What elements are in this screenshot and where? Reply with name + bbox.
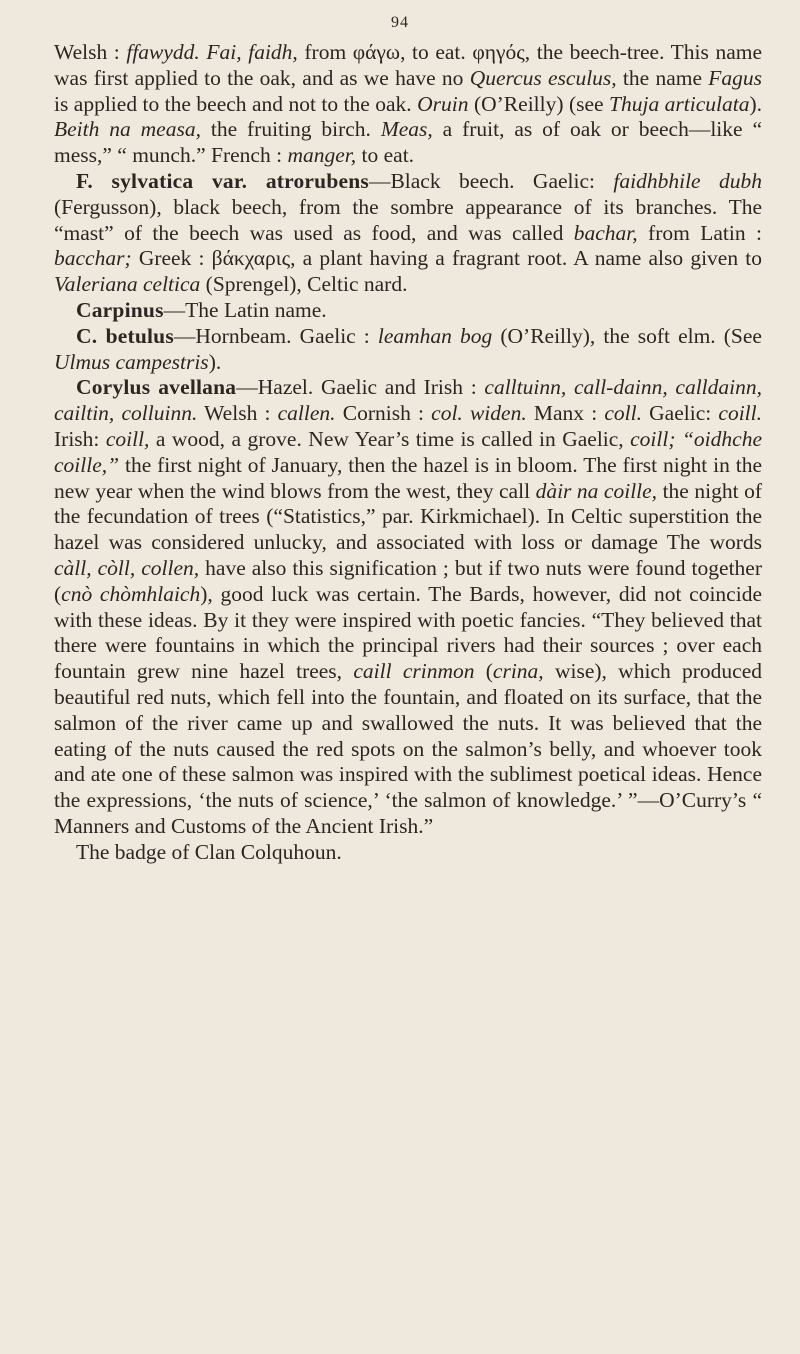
paragraph-corylus-avellana: Corylus avellana—Hazel. Gaelic and Irish : calltuinn, call-dainn, calldainn, cailtin, colluinn. Welsh : callen. Cornish : col. widen. Manx : coll. Gaelic: coill. Irish: coill, a wood, a grove. New Year’s time is called in Gaelic, coill; “oidhche coille,” the first night of January, then the hazel is in bloom. The first night in the new year when the wind blows from the west, they call dàir na coille, the night of the fecundation of trees (“Statistics,” par. Kirkmichael). In Celtic superstition the hazel was considered unlucky, and associated with loss or damage The words càll, còll, collen, have also this signification ; but if two nuts were found together (cnò chòmhlaich), good luck was certain. The Bards, however, did not coincide with these ideas. By it they were inspired with poetic fancies. “They believed that there were fountains in which the principal rivers had their sources ; over each fountain grew nine hazel trees, caill crinmon (crina, wise), which produced beautiful red nuts, which fell into the fountain, and floated on its surface, that the salmon of the river came up and swallowed the nuts. It was believed that the eating of the nuts caused the red spots on the salmon’s belly, and whoever took and ate one of these salmon was inspired with the sublimest poetical ideas. Hence the expressions, ‘the nuts of science,’ ‘the salmon of knowledge.’ ”—O’Curry’s “ Manners and Customs of the Ancient Irish.” — [54, 375, 763, 838]
paragraph-carpinus: Carpinus—The Latin name. — [76, 297, 327, 322]
paragraph-clan-badge: The badge of Clan Colquhoun. — [76, 839, 342, 864]
entry-term: F. sylvatica var. atrorubens — [76, 168, 369, 193]
paragraph-fagus-names: Welsh : ffawydd. Fai, faidh, from φάγω, to eat. φηγός, the beech-tree. This name was first applied to the oak, and as we have no Quercus esculus, the name Fagus is applied to the beech and not to the oak. Oruin (O’Reilly) (see Thuja articulata). Beith na measa, the fruiting birch. Meas, a fruit, as of oak or beech—like “ mess,” “ munch.” French : manger, to eat. — [54, 40, 763, 168]
paragraph-fagus-sylvatica: F. sylvatica var. atrorubens—Black beech. Gaelic: faidhbhile dubh (Fergusson), black beech, from the sombre appearance of its branches. The “mast” of the beech was used as food, and was called bachar, from Latin : bacchar; Greek : βάκχαρις, a plant having a fragrant root. A name also given to Valeriana celtica (Sprengel), Celtic nard. — [54, 168, 762, 297]
paragraph-carpinus-betulus: C. betulus—Hornbeam. Gaelic : leamhan bog (O’Reilly), the soft elm. (See Ulmus campestris). — [54, 323, 762, 374]
entry-term: C. betulus — [76, 323, 174, 348]
entry-term: Carpinus — [76, 297, 164, 322]
page-body — [54, 40, 762, 866]
entry-term: Corylus avellana — [76, 375, 237, 400]
page-number: 94 — [391, 14, 409, 31]
